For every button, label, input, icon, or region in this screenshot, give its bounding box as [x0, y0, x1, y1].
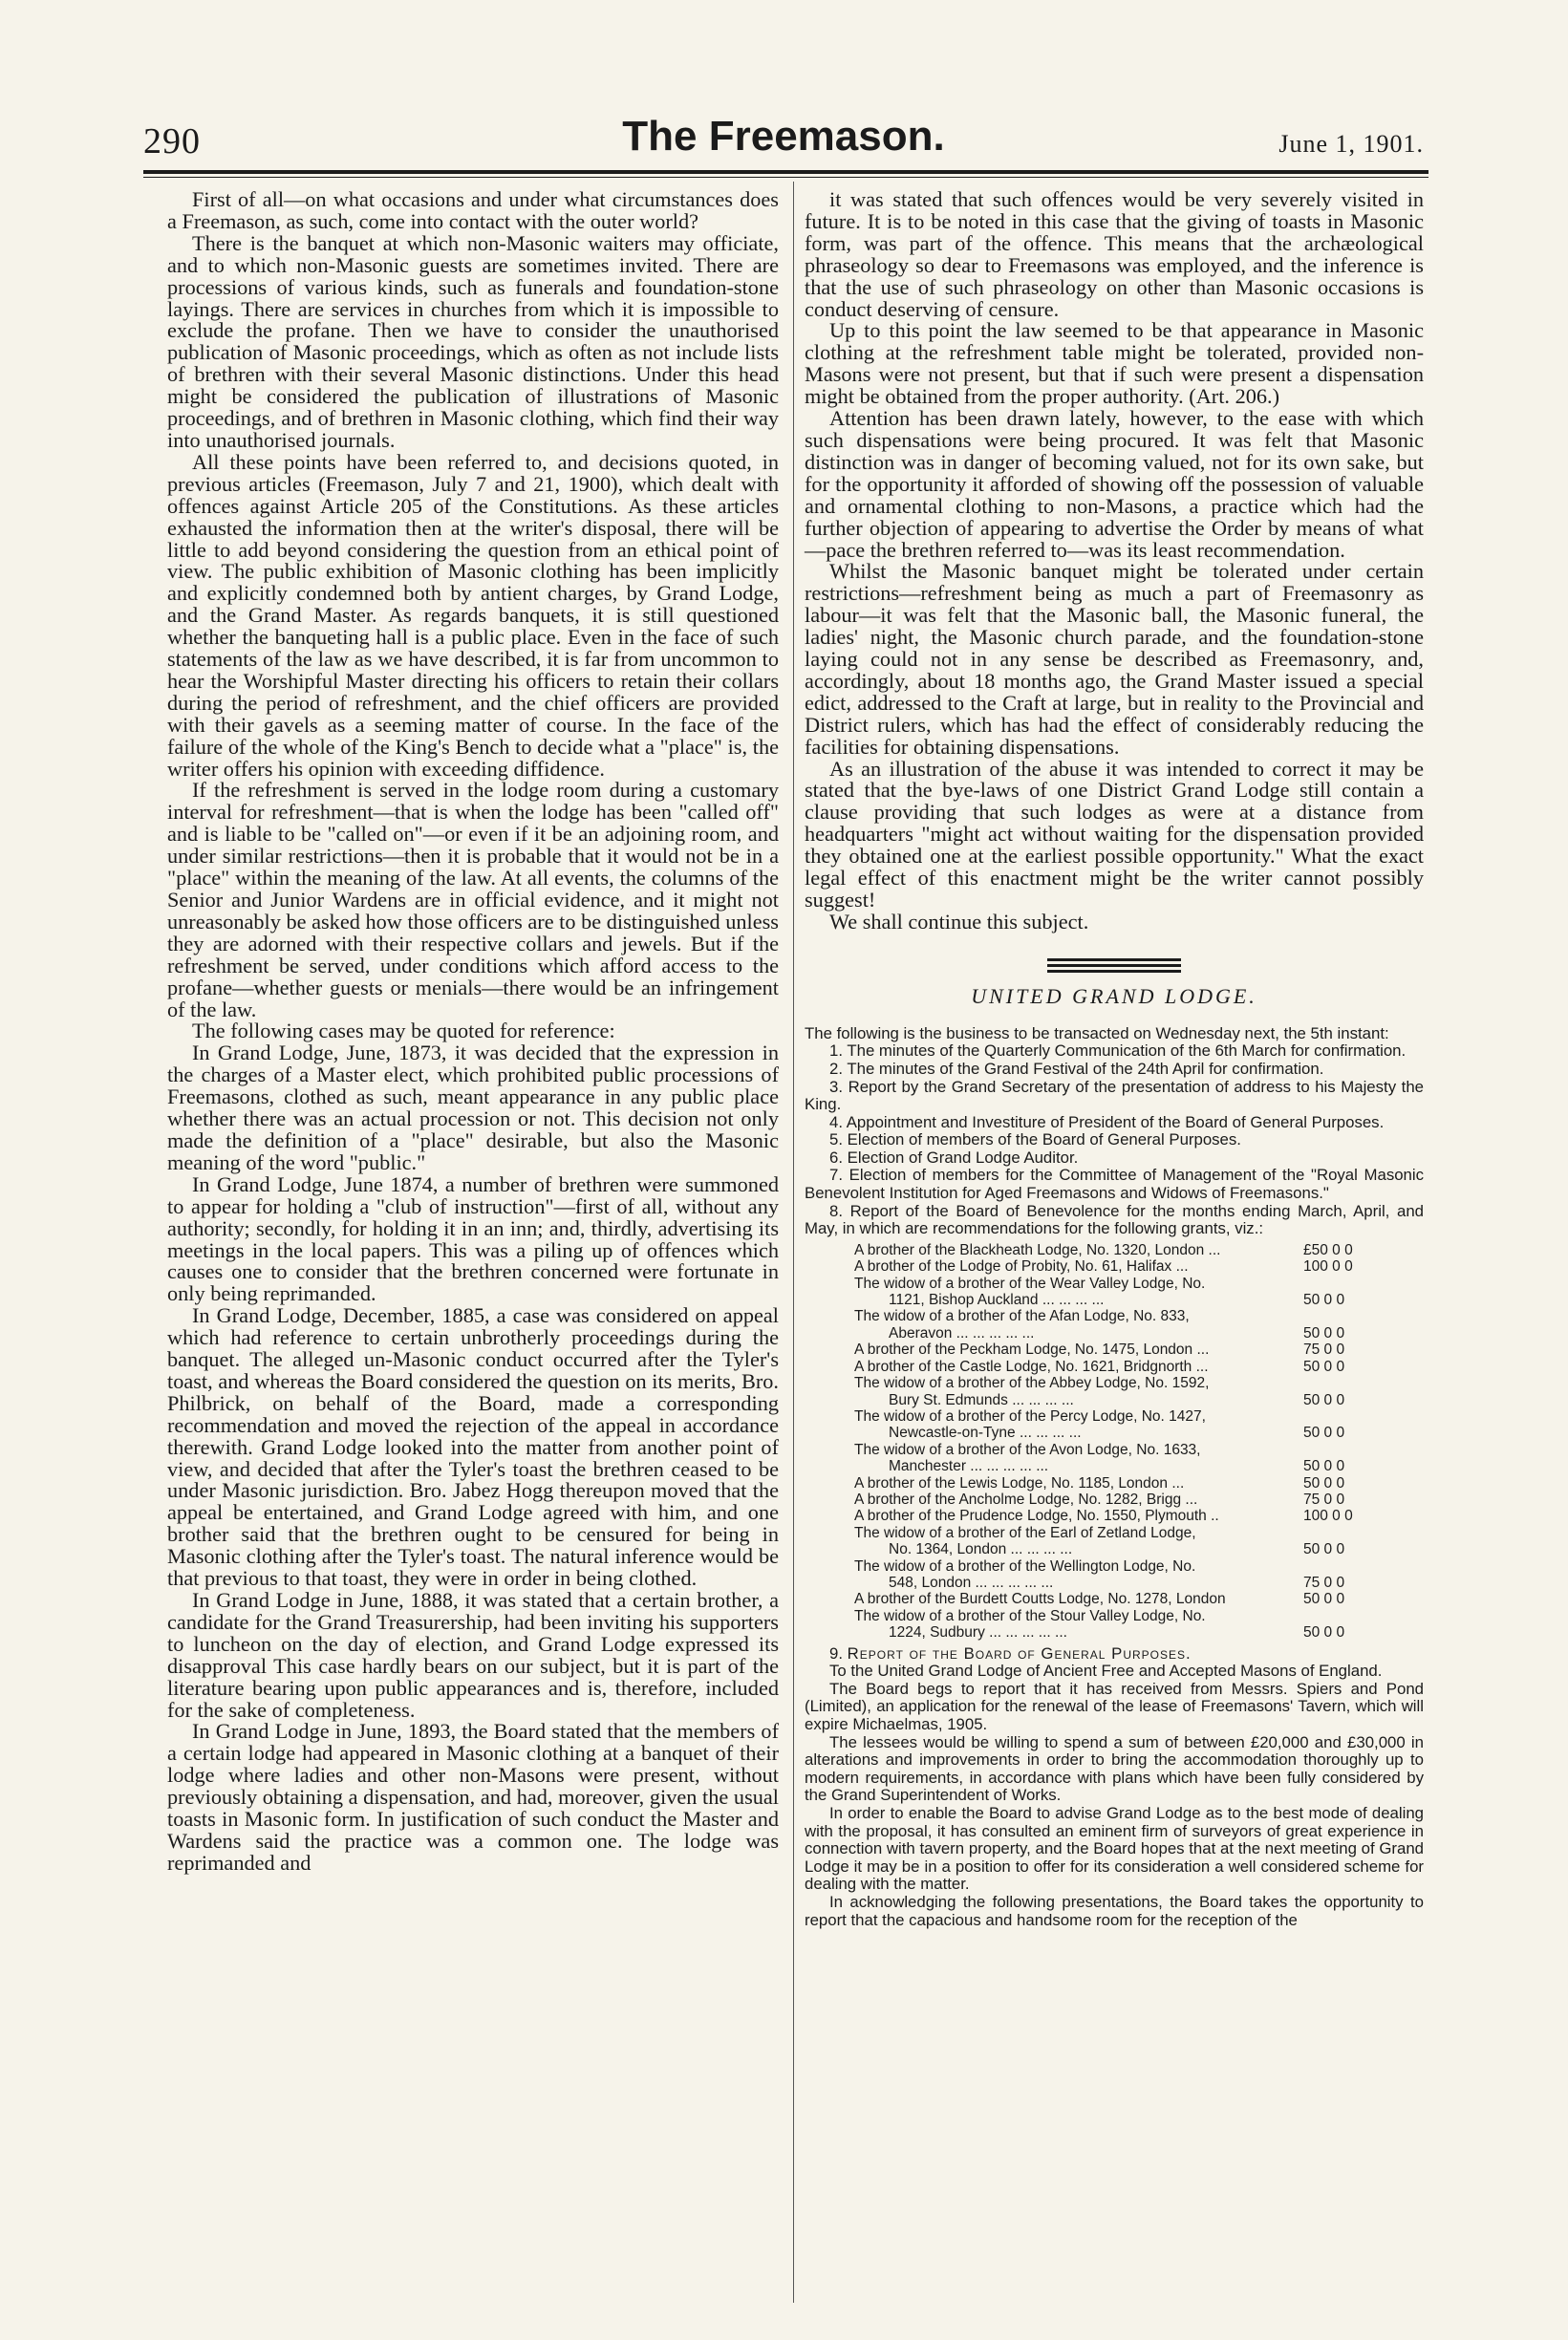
- grant-description: Manchester ... ... ... ... ...: [889, 1458, 1049, 1475]
- grant-row: [854, 1591, 1389, 1607]
- grant-description: The widow of a brother of the Earl of Zetland Lodge,: [854, 1524, 1196, 1541]
- header-rule-thin: [143, 177, 1428, 178]
- grant-amount: 50 0 0: [1303, 1591, 1345, 1608]
- agenda-item: 4. Appointment and Investiture of President of the Board of General Purposes.: [829, 1112, 1385, 1131]
- right-column: [805, 189, 1424, 1929]
- section-divider: [1047, 958, 1181, 973]
- grant-description: The widow of a brother of the Percy Lodge, No. 1427,: [854, 1407, 1206, 1425]
- grant-description: A brother of the Prudence Lodge, No. 1550, Plymouth ..: [854, 1508, 1219, 1525]
- grant-amount: 100 0 0: [1303, 1508, 1353, 1525]
- grant-row: [854, 1308, 1389, 1324]
- grant-row: [854, 1442, 1389, 1458]
- grant-amount: 75 0 0: [1303, 1491, 1345, 1508]
- grant-description: 1224, Sudbury ... ... ... ... ...: [889, 1624, 1067, 1642]
- grant-amount: [1303, 1608, 1389, 1624]
- grant-amount: 100 0 0: [1303, 1258, 1353, 1276]
- grant-amount: [1303, 1408, 1389, 1425]
- item9-label: 9.: [829, 1643, 843, 1663]
- grant-row: [854, 1425, 1389, 1441]
- grant-row: [854, 1408, 1389, 1425]
- paragraph: In Grand Lodge, June, 1873, it was decided that the expression in the charges of a Master elect, which prohibited public processions of Freemasons, clothed as such, meant appearance in any public place whether there was an actual procession or not. This decision not only made the definition of a "place" desirable, but also the Masonic meaning of the word "public.": [167, 1041, 779, 1174]
- grant-amount: 50 0 0: [1303, 1425, 1345, 1442]
- agenda-item-9: [805, 1645, 1424, 1664]
- grant-row: [854, 1558, 1389, 1575]
- grant-row: [854, 1624, 1389, 1641]
- grant-description: The widow of a brother of the Stour Valley Lodge, No.: [854, 1607, 1206, 1624]
- grant-row: [854, 1242, 1389, 1258]
- report-paragraph: The lessees would be willing to spend a sum of between £20,000 and £30,000 in alterations and improvements in order to bring the accommodation thoroughly up to modern requirements, in accordance with plans which have been fully considered by the Grand Superintendent of Works.: [805, 1732, 1424, 1805]
- paragraph: As an illustration of the abuse it was intended to correct it may be stated that the bye-laws of one District Grand Lodge still contain a clause providing that such lodges as were at a distance from headquarters "might act without waiting for the dispensation provided they obtained one at the earliest possible opportunity." What the exact legal effect of this enactment might be the writer cannot possibly suggest!: [805, 756, 1424, 912]
- ugl-business: [805, 1025, 1424, 1929]
- paragraph: In Grand Lodge, June 1874, a number of brethren were summoned to appear for holding a "club of instruction"—first of all, without any authority; secondly, for holding it in an inn; and, thirdly, advertising its meetings in the local papers. This was a piling up of offences which causes one to consider that the brethren concerned were fortunate in only being reprimanded.: [167, 1171, 779, 1306]
- grant-amount: 75 0 0: [1303, 1574, 1345, 1591]
- report-paragraph: In order to enable the Board to advise Grand Lodge as to the best mode of dealing with the proposal, it has consulted an eminent firm of surveyors of great experience in connection with tavern property, and the Board hopes that at the next meeting of Grand Lodge it may be in a position to offer for its consideration a well considered scheme for dealing with the matter.: [805, 1803, 1424, 1894]
- grant-row: [854, 1458, 1389, 1474]
- grant-description: Bury St. Edmunds ... ... ... ...: [889, 1391, 1074, 1408]
- paragraph: it was stated that such offences would be very severely visited in future. It is to be noted in this case that the giving of toasts in Masonic form, was part of the offence. This means that the archæological phraseology so dear to Freemasons was employed, and the inference is that the use of such phraseology on other than Masonic occasions is conduct deserving of censure.: [805, 187, 1424, 321]
- grant-amount: [1303, 1442, 1389, 1458]
- grant-amount: £50 0 0: [1303, 1241, 1353, 1258]
- grant-row: [854, 1258, 1389, 1275]
- grant-row: [854, 1292, 1389, 1308]
- agenda-item: 2. The minutes of the Grand Festival of the 24th April for confirmation.: [829, 1059, 1324, 1078]
- page-header: [143, 113, 1424, 170]
- grant-amount: 75 0 0: [1303, 1342, 1345, 1359]
- agenda-item: 3. Report by the Grand Secretary of the presentation of address to his Majesty the King.: [805, 1077, 1424, 1114]
- grant-row: [854, 1325, 1389, 1342]
- grant-description: The widow of a brother of the Avon Lodge, No. 1633,: [854, 1441, 1201, 1458]
- header-rule: [143, 170, 1428, 174]
- issue-date: June 1, 1901.: [1278, 130, 1424, 158]
- agenda-item: 5. Election of members of the Board of General Purposes.: [829, 1130, 1241, 1149]
- grant-amount: 50 0 0: [1303, 1541, 1345, 1558]
- grant-amount: 50 0 0: [1303, 1292, 1345, 1309]
- section-title: UNITED GRAND LODGE.: [971, 983, 1257, 1008]
- item9-heading: Report of the Board of General Purposes.: [847, 1643, 1192, 1663]
- grant-amount: 50 0 0: [1303, 1624, 1345, 1642]
- grant-row: [854, 1525, 1389, 1541]
- grant-amount: 50 0 0: [1303, 1324, 1345, 1342]
- grant-amount: [1303, 1276, 1389, 1292]
- grant-row: [854, 1575, 1389, 1591]
- grant-row: [854, 1359, 1389, 1375]
- grant-amount: 50 0 0: [1303, 1474, 1345, 1492]
- paragraph: If the refreshment is served in the lodge room during a customary interval for refreshment—that is when the lodge has been "called off" and is liable to be "called on"—or even if it be an adjoining room, and under similar restrictions—then it is probable that it would not be in a "place" within the meaning of the law. At all events, the columns of the Senior and Junior Wardens are in official evidence, and it might not unreasonably be asked how those officers are to be distinguished unless they are adorned with their respective collars and jewels. But if the refreshment be served, under conditions which afford access to the profane—whether guests or menials—there would be an infringement of the law.: [167, 778, 779, 1021]
- grant-description: A brother of the Lodge of Probity, No. 61, Halifax ...: [854, 1258, 1189, 1276]
- grant-description: A brother of the Blackheath Lodge, No. 1320, London ...: [854, 1241, 1221, 1258]
- grant-amount: 50 0 0: [1303, 1391, 1345, 1408]
- masthead-title: The Freemason.: [622, 113, 945, 160]
- grant-description: A brother of the Burdett Coutts Lodge, No. 1278, London: [854, 1591, 1226, 1608]
- grant-row: [854, 1392, 1389, 1408]
- grant-amount: [1303, 1308, 1389, 1324]
- grant-row: [854, 1276, 1389, 1292]
- grant-description: The widow of a brother of the Wellington Lodge, No.: [854, 1557, 1196, 1575]
- grant-row: [854, 1342, 1389, 1358]
- page-number: 290: [143, 121, 201, 161]
- grant-amount: [1303, 1558, 1389, 1575]
- grant-description: Newcastle-on-Tyne ... ... ... ...: [889, 1425, 1082, 1442]
- grant-description: 548, London ... ... ... ... ...: [889, 1574, 1054, 1591]
- paragraph: In Grand Lodge in June, 1893, the Board stated that the members of a certain lodge had appeared in Masonic clothing at a banquet of their lodge where ladies and other non-Masons were present, without previously obtaining a dispensation, and had, moreover, given the usual toasts in Masonic form. In justification of such conduct the Master and Wardens said the practice was a common one. The lodge was reprimanded and: [167, 1719, 779, 1875]
- grant-description: Aberavon ... ... ... ... ...: [889, 1324, 1035, 1342]
- agenda-item: 1. The minutes of the Quarterly Communication of the 6th March for confirmation.: [829, 1041, 1407, 1061]
- grant-row: [854, 1508, 1389, 1524]
- grant-description: A brother of the Peckham Lodge, No. 1475, London ...: [854, 1342, 1210, 1359]
- grant-row: [854, 1608, 1389, 1624]
- paragraph: All these points have been referred to, and decisions quoted, in previous articles (Freemason, July 7 and 21, 1900), which dealt with offences against Article 205 of the Constitutions. As these articles exhausted the information then at the writer's disposal, there will be little to add beyond considering the question from an ethical point of view. The public exhibition of Masonic clothing has been implicitly and explicitly condemned both by antient charges, by Grand Lodge, and the Grand Master. As regards banquets, it is still questioned whether the banqueting hall is a public place. Even in the face of such statements of the law as we have described, it is far from uncommon to hear the Worshipful Master directing his officers to retain their collars during the period of refreshment, and the chief officers are provided with their gavels as a seeming matter of course. In the face of the failure of the whole of the King's Bench to decide what a "place" is, the writer offers his opinion with exceeding diffidence.: [167, 449, 779, 781]
- grant-row: [854, 1475, 1389, 1492]
- grant-amount: 50 0 0: [1303, 1358, 1345, 1375]
- agenda-item: 7. Election of members for the Committee of Management of the "Royal Masonic Benevolent Institution for Aged Freemasons and Widows of Freemasons.": [805, 1166, 1424, 1203]
- report-paragraph: The Board begs to report that it has received from Messrs. Spiers and Pond (Limited), an application for the renewal of the lease of Freemasons' Tavern, which will expire Michaelmas, 1905.: [805, 1679, 1424, 1733]
- column-divider: [793, 182, 794, 2303]
- grant-description: The widow of a brother of the Wear Valley Lodge, No.: [854, 1275, 1206, 1292]
- paragraph: Up to this point the law seemed to be that appearance in Masonic clothing at the refreshment table might be tolerated, provided non-Masons were not present, but that if such were present a dispensation might be obtained from the proper authority. (Art. 206.): [805, 318, 1424, 409]
- paragraph: The following cases may be quoted for reference:: [192, 1019, 615, 1043]
- paragraph: Whilst the Masonic banquet might be tolerated under certain restrictions—refreshment being as much a part of Freemasonry as labour—it was felt that the Masonic ball, the Masonic funeral, the ladies' night, the Masonic church parade, and the foundation-stone laying could not in any sense be described as Freemasonry, and, accordingly, about 18 months ago, the Grand Master issued a special edict, addressed to the Craft at large, but in reality to the Provincial and District rulers, which has had the effect of considerably reducing the facilities for obtaining dispensations.: [805, 559, 1424, 759]
- paragraph: We shall continue this subject.: [829, 909, 1089, 934]
- grant-description: No. 1364, London ... ... ... ...: [889, 1541, 1073, 1558]
- grant-amount: [1303, 1525, 1389, 1541]
- grants-list: [854, 1242, 1389, 1642]
- grant-amount: [1303, 1375, 1389, 1391]
- agenda-item: 8. Report of the Board of Benevolence for the months ending March, April, and May, in which are recommendations for the following grants, viz.:: [805, 1201, 1424, 1238]
- grant-row: [854, 1492, 1389, 1508]
- grant-description: 1121, Bishop Auckland ... ... ... ...: [889, 1292, 1105, 1309]
- paragraph: Attention has been drawn lately, however, to the ease with which such dispensations were being procured. It was felt that Masonic distinction was in danger of becoming valued, not for its own sake, but for the opportunity it afforded of showing off the possession of valuable and ornamental clothing to non-Masons, a practice which had the further objection of appearing to advertise the Order by means of what—pace the brethren referred to—was its least recommendation.: [805, 406, 1424, 562]
- paragraph: In Grand Lodge, December, 1885, a case was considered on appeal which had reference to certain unbrotherly proceedings during the banquet. The alleged un-Masonic conduct occurred after the Tyler's toast, and whereas the Board considered the question on its merits, Bro. Philbrick, on behalf of the Board, made a corresponding recommendation and moved the rejection of the appeal in accordance therewith. Grand Lodge looked into the matter from another point of view, and decided that after the Tyler's toast the brethren ceased to be under Masonic jurisdiction. Bro. Jabez Hogg thereupon moved that the appeal be entertained, and Grand Lodge agreed with him, and one brother said that the brethren ought to be censured for being in Masonic clothing after the Tyler's toast. The natural inference would be that previous to that toast, they were in order in being clothed.: [167, 1303, 779, 1591]
- report-paragraph: In acknowledging the following presentations, the Board takes the opportunity to report that the capacious and handsome room for the reception of the: [805, 1892, 1424, 1929]
- grant-description: A brother of the Lewis Lodge, No. 1185, London ...: [854, 1474, 1185, 1492]
- addressee: To the United Grand Lodge of Ancient Free and Accepted Masons of England.: [829, 1662, 1383, 1681]
- grant-description: The widow of a brother of the Abbey Lodge, No. 1592,: [854, 1375, 1210, 1392]
- paragraph: In Grand Lodge in June, 1888, it was stated that a certain brother, a candidate for the Grand Treasurership, had been inviting his supporters to luncheon on the day of election, and Grand Lodge expressed its disapproval This case hardly bears on our subject, but it is part of the literature bearing upon public appearances and is, therefore, included for the sake of completeness.: [167, 1588, 779, 1722]
- paragraph: There is the banquet at which non-Masonic waiters may officiate, and to which non-Masonic guests are sometimes invited. There are processions of various kinds, such as funerals and foundation-stone layings. There are services in churches from which it is impossible to exclude the profane. Then we have to consider the unauthorised publication of Masonic proceedings, which as often as not include lists of brethren with their several Masonic distinctions. Under this head might be considered the publication of illustrations of Masonic proceedings, and of brethren in Masonic clothing, which find their way into unauthorised journals.: [167, 230, 779, 452]
- paragraph: First of all—on what occasions and under what circumstances does a Freemason, as such, come into contact with the outer world?: [167, 187, 779, 233]
- grant-description: The widow of a brother of the Afan Lodge, No. 833,: [854, 1308, 1190, 1325]
- left-column: [167, 189, 779, 1875]
- ugl-intro: The following is the business to be transacted on Wednesday next, the 5th instant:: [805, 1023, 1389, 1042]
- grant-description: A brother of the Ancholme Lodge, No. 1282, Brigg ...: [854, 1491, 1198, 1508]
- grant-amount: 50 0 0: [1303, 1458, 1345, 1475]
- agenda-item: 6. Election of Grand Lodge Auditor.: [829, 1148, 1079, 1167]
- grant-row: [854, 1541, 1389, 1557]
- grant-description: A brother of the Castle Lodge, No. 1621, Bridgnorth ...: [854, 1358, 1209, 1375]
- grant-row: [854, 1375, 1389, 1391]
